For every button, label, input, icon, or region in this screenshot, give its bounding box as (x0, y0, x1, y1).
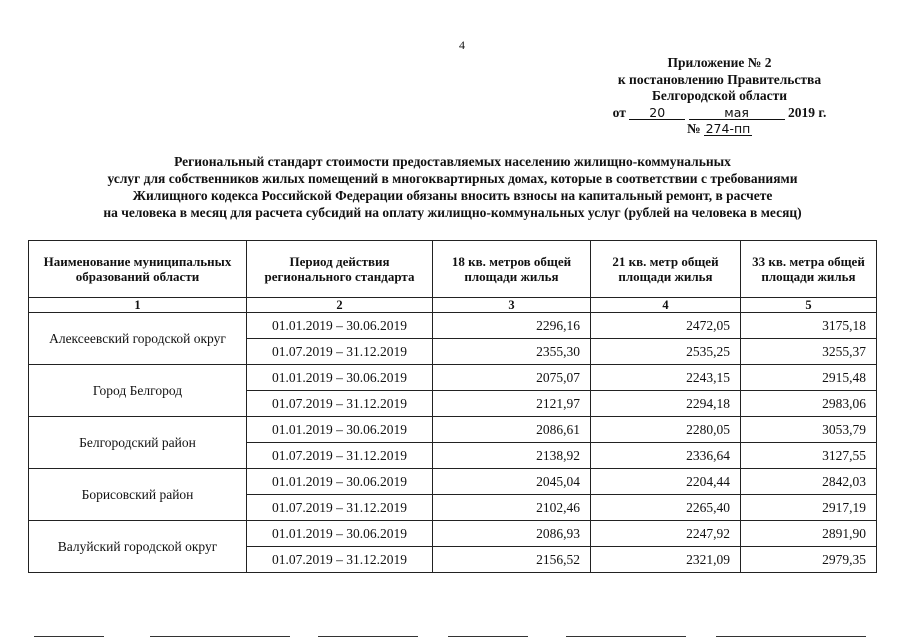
municipality-name: Алексеевский городской округ (29, 313, 247, 365)
date-day: 20 (629, 106, 685, 120)
period: 01.01.2019 – 30.06.2019 (247, 469, 433, 495)
value-33-sqm: 3127,55 (741, 443, 877, 469)
value-33-sqm: 2983,06 (741, 391, 877, 417)
table-row (29, 521, 877, 547)
appendix-resolution: к постановлению Правительства (617, 71, 822, 87)
column-number: 1 (29, 298, 247, 313)
value-21-sqm: 2247,92 (591, 521, 741, 547)
appendix-title: Приложение № 2 (667, 55, 772, 70)
value-33-sqm: 3175,18 (741, 313, 877, 339)
value-33-sqm: 3053,79 (741, 417, 877, 443)
header-period: Период действия регионального стандарта (247, 241, 433, 298)
municipality-name: Белгородский район (29, 417, 247, 469)
value-18-sqm: 2086,61 (433, 417, 591, 443)
table-row (29, 365, 877, 391)
footer-rule (34, 636, 104, 637)
period: 01.01.2019 – 30.06.2019 (247, 521, 433, 547)
value-21-sqm: 2535,25 (591, 339, 741, 365)
number-prefix: № (687, 121, 701, 136)
appendix-header (592, 55, 847, 138)
period: 01.01.2019 – 30.06.2019 (247, 365, 433, 391)
header-21-sqm: 21 кв. метр общей площади жилья (591, 241, 741, 298)
value-21-sqm: 2265,40 (591, 495, 741, 521)
municipality-name: Борисовский район (29, 469, 247, 521)
period: 01.07.2019 – 31.12.2019 (247, 443, 433, 469)
appendix-date-line (592, 105, 847, 122)
value-18-sqm: 2045,04 (433, 469, 591, 495)
value-21-sqm: 2243,15 (591, 365, 741, 391)
column-number-row (29, 298, 877, 313)
date-year: 2019 г. (787, 104, 827, 120)
footer-rule (716, 636, 866, 637)
period: 01.01.2019 – 30.06.2019 (247, 313, 433, 339)
value-33-sqm: 2979,35 (741, 547, 877, 573)
value-21-sqm: 2321,09 (591, 547, 741, 573)
period: 01.07.2019 – 31.12.2019 (247, 547, 433, 573)
table-row (29, 469, 877, 495)
resolution-number: 274-пп (705, 121, 751, 136)
period: 01.07.2019 – 31.12.2019 (247, 495, 433, 521)
appendix-region: Белгородской области (651, 88, 788, 103)
value-18-sqm: 2156,52 (433, 547, 591, 573)
title-line-2: услуг для собственников жилых помещений в многоквартирных домах, которые в соответствии с требованиями (107, 171, 798, 186)
value-21-sqm: 2336,64 (591, 443, 741, 469)
column-number: 2 (247, 298, 433, 313)
table-row (29, 313, 877, 339)
column-number: 4 (591, 298, 741, 313)
footer-rule (150, 636, 290, 637)
appendix-number-line (592, 121, 847, 138)
value-33-sqm: 2915,48 (741, 365, 877, 391)
value-18-sqm: 2138,92 (433, 443, 591, 469)
footer-rule (566, 636, 686, 637)
municipality-name: Валуйский городской округ (29, 521, 247, 573)
date-month: мая (689, 106, 785, 120)
value-21-sqm: 2294,18 (591, 391, 741, 417)
standard-table (28, 240, 877, 573)
page-number: 4 (459, 38, 465, 52)
period: 01.01.2019 – 30.06.2019 (247, 417, 433, 443)
period: 01.07.2019 – 31.12.2019 (247, 339, 433, 365)
value-18-sqm: 2075,07 (433, 365, 591, 391)
municipality-name: Город Белгород (29, 365, 247, 417)
column-number: 3 (433, 298, 591, 313)
header-33-sqm: 33 кв. метра общей площади жилья (741, 241, 877, 298)
value-21-sqm: 2280,05 (591, 417, 741, 443)
footer-rule (448, 636, 528, 637)
value-33-sqm: 2842,03 (741, 469, 877, 495)
table-header-row (29, 241, 877, 298)
header-18-sqm: 18 кв. метров общей площади жилья (433, 241, 591, 298)
value-21-sqm: 2472,05 (591, 313, 741, 339)
table-row (29, 417, 877, 443)
value-21-sqm: 2204,44 (591, 469, 741, 495)
title-line-1: Региональный стандарт стоимости предоставляемых населению жилищно-коммунальных (174, 154, 731, 169)
header-municipality: Наименование муниципальных образований области (29, 241, 247, 298)
title-line-3: Жилищного кодекса Российской Федерации обязаны вносить взносы на капитальный ремонт, в расчете (132, 188, 773, 203)
column-number: 5 (741, 298, 877, 313)
footer-rule (318, 636, 418, 637)
value-18-sqm: 2086,93 (433, 521, 591, 547)
value-18-sqm: 2102,46 (433, 495, 591, 521)
value-18-sqm: 2121,97 (433, 391, 591, 417)
document-title (30, 153, 875, 221)
period: 01.07.2019 – 31.12.2019 (247, 391, 433, 417)
date-prefix: от (612, 104, 626, 120)
value-33-sqm: 2891,90 (741, 521, 877, 547)
title-line-4: на человека в месяц для расчета субсидий на оплату жилищно-коммунальных услуг (рублей на человека в месяц) (103, 205, 802, 220)
value-18-sqm: 2296,16 (433, 313, 591, 339)
value-33-sqm: 2917,19 (741, 495, 877, 521)
value-18-sqm: 2355,30 (433, 339, 591, 365)
value-33-sqm: 3255,37 (741, 339, 877, 365)
